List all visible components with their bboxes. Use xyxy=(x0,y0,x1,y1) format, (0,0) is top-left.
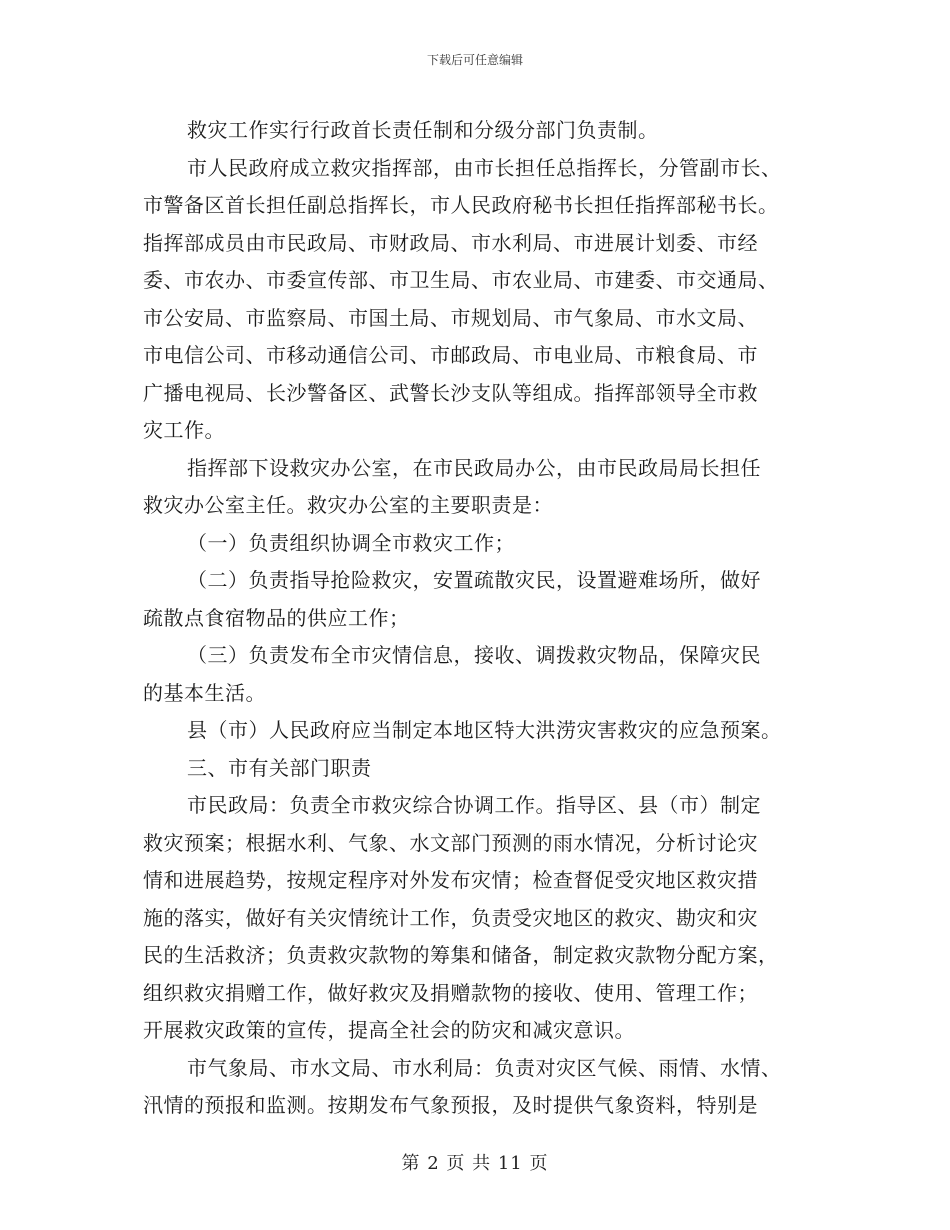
text-line: （一）负责组织协调全市救灾工作； xyxy=(187,530,515,555)
page-number-footer: 第 2 页 共 11 页 xyxy=(401,1153,549,1174)
text-line: 灾工作。 xyxy=(143,418,225,442)
text-line: 组织救灾捐赠工作，做好救灾及捐赠款物的接收、使用、管理工作； xyxy=(143,980,758,1005)
page-header: 下载后可任意编辑 xyxy=(426,53,523,67)
text-line: 指挥部成员由市民政局、市财政局、市水利局、市进展计划委、市经 xyxy=(143,230,758,255)
text-line: 救灾工作实行行政首长责任制和分级分部门负责制。 xyxy=(187,118,659,142)
text-line: 救灾预案；根据水利、气象、水文部门预测的雨水情况，分析讨论灾 xyxy=(143,830,758,855)
text-line: 市公安局、市监察局、市国土局、市规划局、市气象局、市水文局、 xyxy=(143,305,758,330)
text-line: 情和进展趋势，按规定程序对外发布灾情；检查督促受灾地区救灾措 xyxy=(143,868,758,892)
text-line: （二）负责指导抢险救灾，安置疏散灾民，设置避难场所，做好 xyxy=(187,568,761,592)
text-line: 广播电视局、长沙警备区、武警长沙支队等组成。指挥部领导全市救 xyxy=(143,380,758,405)
text-line: 疏散点食宿物品的供应工作； xyxy=(143,605,410,630)
text-line: 施的落实，做好有关灾情统计工作，负责受灾地区的救灾、勘灾和灾 xyxy=(143,905,758,930)
text-line: 县（市）人民政府应当制定本地区特大洪涝灾害救灾的应急预案。 xyxy=(187,718,782,742)
document-body xyxy=(143,112,805,1125)
text-line: 市气象局、市水文局、市水利局：负责对灾区气候、雨情、水情、 xyxy=(187,1055,782,1080)
text-line: 市人民政府成立救灾指挥部，由市长担任总指挥长，分管副市长、 xyxy=(187,155,782,180)
text-line: 市电信公司、市移动通信公司、市邮政局、市电业局、市粮食局、市 xyxy=(143,343,758,367)
text-line: 民的生活救济；负责救灾款物的筹集和储备，制定救灾款物分配方案， xyxy=(143,943,779,967)
text-line: 救灾办公室主任。救灾办公室的主要职责是： xyxy=(143,493,553,517)
text-line: 三、市有关部门职责 xyxy=(187,755,372,780)
text-line: 开展救灾政策的宣传，提高全社会的防灾和减灾意识。 xyxy=(143,1018,635,1042)
text-line: 委、市农办、市委宣传部、市卫生局、市农业局、市建委、市交通局、 xyxy=(143,268,779,292)
text-line: 的基本生活。 xyxy=(143,680,266,705)
text-line: 指挥部下设救灾办公室，在市民政局办公，由市民政局局长担任 xyxy=(187,455,761,480)
text-line: （三）负责发布全市灾情信息，接收、调拨救灾物品，保障灾民 xyxy=(187,643,761,667)
text-line: 市警备区首长担任副总指挥长，市人民政府秘书长担任指挥部秘书长。 xyxy=(143,193,779,217)
text-line: 汛情的预报和监测。按期发布气象预报，及时提供气象资料，特别是 xyxy=(143,1093,758,1117)
text-line: 市民政局：负责全市救灾综合协调工作。指导区、县（市）制定 xyxy=(187,793,761,817)
